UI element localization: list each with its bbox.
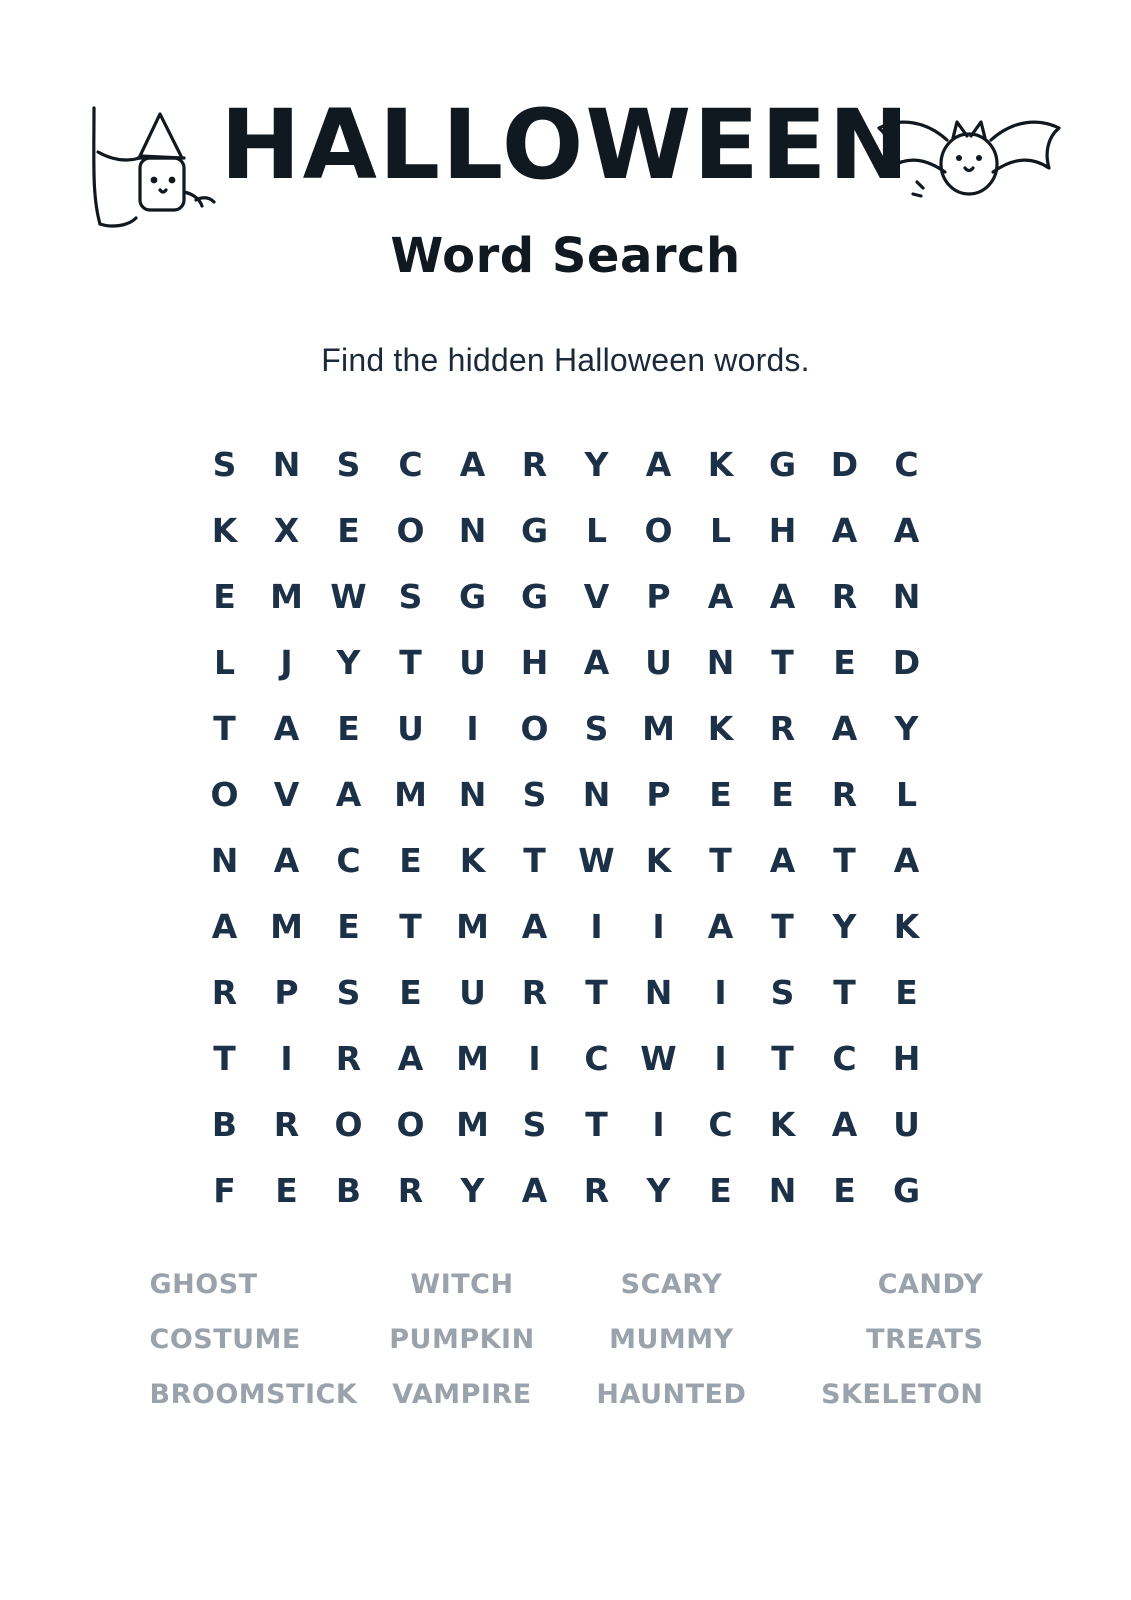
grid-cell[interactable]: N [458,510,487,550]
grid-cell[interactable]: X [273,510,300,550]
grid-cell[interactable]: M [456,1038,489,1078]
grid-cell[interactable]: N [272,444,301,484]
grid-cell[interactable]: E [275,1170,298,1210]
grid-cell[interactable]: T [399,642,422,682]
grid-cell[interactable]: T [771,906,794,946]
grid-cell[interactable]: U [397,708,424,748]
grid-cell[interactable]: H [768,510,797,550]
word-list-item[interactable]: BROOMSTICK [149,1379,358,1410]
grid-cell[interactable]: C [708,1104,733,1144]
grid-cell[interactable]: G [892,1170,921,1210]
grid-cell[interactable]: B [211,1104,238,1144]
instruction-text: Find the hidden Halloween words. [321,342,810,378]
grid-cell[interactable]: C [894,444,919,484]
grid-cell[interactable]: R [211,972,238,1012]
grid-cell[interactable]: A [645,444,672,484]
grid-cell[interactable]: A [707,906,734,946]
grid-cell[interactable]: S [522,774,547,814]
grid-cell[interactable]: I [652,906,665,946]
grid-cell[interactable]: A [831,510,858,550]
word-list [146,1269,986,1410]
grid-cell[interactable]: R [521,444,548,484]
grid-cell[interactable]: Y [460,1170,485,1210]
grid-cell[interactable]: K [769,1104,796,1144]
grid-cell[interactable]: A [893,840,920,880]
grid-cell[interactable]: D [892,642,921,682]
grid-cell[interactable]: A [893,510,920,550]
grid-cell[interactable]: E [337,510,360,550]
grid-cell[interactable]: P [274,972,299,1012]
grid-cell[interactable]: N [210,840,239,880]
word-list-item[interactable]: SCARY [620,1269,723,1300]
grid-cell[interactable]: G [520,576,549,616]
grid-cell[interactable]: V [273,774,300,814]
grid-cell[interactable]: T [585,1104,608,1144]
grid-cell[interactable]: R [831,774,858,814]
grid-cell[interactable]: N [644,972,673,1012]
grid-cell[interactable]: K [893,906,920,946]
grid-cell[interactable]: I [652,1104,665,1144]
grid-cell[interactable]: A [459,444,486,484]
witch-cat-icon [78,100,228,245]
grid-cell[interactable]: Y [646,1170,671,1210]
grid-cell[interactable]: Y [584,444,609,484]
grid-cell[interactable]: E [833,642,856,682]
grid-cell[interactable]: M [456,906,489,946]
grid-cell[interactable]: T [833,840,856,880]
grid-cell[interactable]: E [399,972,422,1012]
grid-cell[interactable]: E [895,972,918,1012]
word-list-item[interactable]: GHOST [149,1269,258,1300]
grid-cell[interactable]: U [893,1104,920,1144]
grid-cell[interactable]: C [584,1038,609,1078]
grid-cell[interactable]: K [707,708,734,748]
grid-cell[interactable]: F [213,1170,236,1210]
grid-cell[interactable]: L [213,642,236,682]
grid-cell[interactable]: U [459,642,486,682]
grid-cell[interactable]: T [709,840,732,880]
grid-cell[interactable]: S [212,444,237,484]
grid-cell[interactable]: L [709,510,732,550]
grid-cell[interactable]: Y [336,642,361,682]
grid-cell[interactable]: G [520,510,549,550]
grid-cell[interactable]: I [714,972,727,1012]
grid-cell[interactable]: E [213,576,236,616]
grid-cell[interactable]: T [399,906,422,946]
grid-cell[interactable]: M [456,1104,489,1144]
grid-cell[interactable]: U [645,642,672,682]
grid-cell[interactable]: C [398,444,423,484]
grid-cell[interactable]: O [644,510,673,550]
word-list-item[interactable]: HAUNTED [596,1379,747,1410]
word-list-item[interactable]: SKELETON [821,1379,984,1410]
grid-cell[interactable]: H [892,1038,921,1078]
grid-cell[interactable]: A [831,708,858,748]
word-list-item[interactable]: COSTUME [149,1324,301,1355]
grid-cell[interactable]: E [337,708,360,748]
grid-cell[interactable]: T [771,642,794,682]
grid-cell[interactable]: A [521,1170,548,1210]
grid-cell[interactable]: P [646,774,671,814]
word-list-item[interactable]: VAMPIRE [392,1379,532,1410]
word-list-item[interactable]: WITCH [410,1269,514,1300]
grid-cell[interactable]: T [833,972,856,1012]
grid-cell[interactable]: A [273,708,300,748]
grid-cell[interactable]: E [709,1170,732,1210]
grid-cell[interactable]: N [458,774,487,814]
grid-cell[interactable]: T [771,1038,794,1078]
word-list-item[interactable]: PUMPKIN [389,1324,535,1355]
grid-cell[interactable]: V [583,576,610,616]
grid-cell[interactable]: W [578,840,615,880]
grid-cell[interactable]: T [213,708,236,748]
grid-cell[interactable]: I [280,1038,293,1078]
grid-cell[interactable]: I [528,1038,541,1078]
page-title: HALLOWEEN [220,89,911,201]
grid-cell[interactable]: N [582,774,611,814]
grid-cell[interactable]: Y [894,708,919,748]
grid-cell[interactable]: U [459,972,486,1012]
grid-cell[interactable]: G [768,444,797,484]
grid-cell[interactable]: O [520,708,549,748]
grid-cell[interactable]: K [707,444,734,484]
page-subtitle: Word Search [390,228,741,284]
grid-cell[interactable]: L [895,774,918,814]
grid-cell[interactable]: N [768,1170,797,1210]
grid-cell[interactable]: E [771,774,794,814]
grid-cell[interactable]: H [520,642,549,682]
grid-cell[interactable]: M [394,774,427,814]
grid-cell[interactable]: C [832,1038,857,1078]
grid-cell[interactable]: A [211,906,238,946]
grid-cell[interactable]: A [769,840,796,880]
grid-cell[interactable]: A [583,642,610,682]
grid-cell[interactable]: E [337,906,360,946]
grid-cell[interactable]: G [458,576,487,616]
grid-cell[interactable]: R [769,708,796,748]
grid-cell[interactable]: O [396,1104,425,1144]
grid-cell[interactable]: M [270,906,303,946]
grid-cell[interactable]: T [213,1038,236,1078]
grid-cell[interactable]: I [714,1038,727,1078]
word-search-grid[interactable] [194,431,938,1223]
grid-cell[interactable]: K [211,510,238,550]
grid-cell[interactable]: R [521,972,548,1012]
grid-cell[interactable]: D [830,444,859,484]
header [0,0,1131,250]
grid-cell[interactable]: S [770,972,795,1012]
grid-cell[interactable]: I [590,906,603,946]
grid-cell[interactable]: A [769,576,796,616]
grid-cell[interactable]: K [645,840,672,880]
grid-cell[interactable]: E [709,774,732,814]
grid-cell[interactable]: A [273,840,300,880]
grid-cell[interactable]: S [336,972,361,1012]
grid-cell[interactable]: S [522,1104,547,1144]
word-list-item[interactable]: CANDY [877,1269,984,1300]
word-list-item[interactable]: TREATS [866,1324,984,1355]
grid-cell[interactable]: R [583,1170,610,1210]
grid-cell[interactable]: O [334,1104,363,1144]
grid-cell[interactable]: R [335,1038,362,1078]
grid-cell[interactable]: R [831,576,858,616]
grid-cell[interactable]: C [336,840,361,880]
grid-cell[interactable]: A [335,774,362,814]
grid-cell[interactable]: W [330,576,367,616]
grid-cell[interactable]: S [398,576,423,616]
grid-cell[interactable]: W [640,1038,677,1078]
grid-cell[interactable]: E [833,1170,856,1210]
grid-cell[interactable]: R [273,1104,300,1144]
bat-icon [869,110,1069,225]
grid-cell[interactable]: M [642,708,675,748]
grid-cell[interactable]: A [397,1038,424,1078]
grid-cell[interactable]: O [210,774,239,814]
grid-cell[interactable]: A [707,576,734,616]
grid-cell[interactable]: S [584,708,609,748]
grid-cell[interactable]: J [280,642,293,682]
grid-cell[interactable]: T [523,840,546,880]
grid-cell[interactable]: N [892,576,921,616]
word-search-grid-container [0,431,1131,1223]
grid-cell[interactable]: R [397,1170,424,1210]
word-list-item[interactable]: MUMMY [609,1324,734,1355]
grid-cell[interactable]: I [466,708,479,748]
grid-cell[interactable]: T [585,972,608,1012]
grid-cell[interactable]: K [459,840,486,880]
grid-cell[interactable]: E [399,840,422,880]
grid-cell[interactable]: M [270,576,303,616]
grid-cell[interactable]: P [646,576,671,616]
grid-cell[interactable]: S [336,444,361,484]
grid-cell[interactable]: O [396,510,425,550]
grid-cell[interactable]: A [831,1104,858,1144]
grid-cell[interactable]: A [521,906,548,946]
grid-cell[interactable]: Y [832,906,857,946]
grid-cell[interactable]: N [706,642,735,682]
grid-cell[interactable]: B [335,1170,362,1210]
grid-cell[interactable]: L [585,510,608,550]
